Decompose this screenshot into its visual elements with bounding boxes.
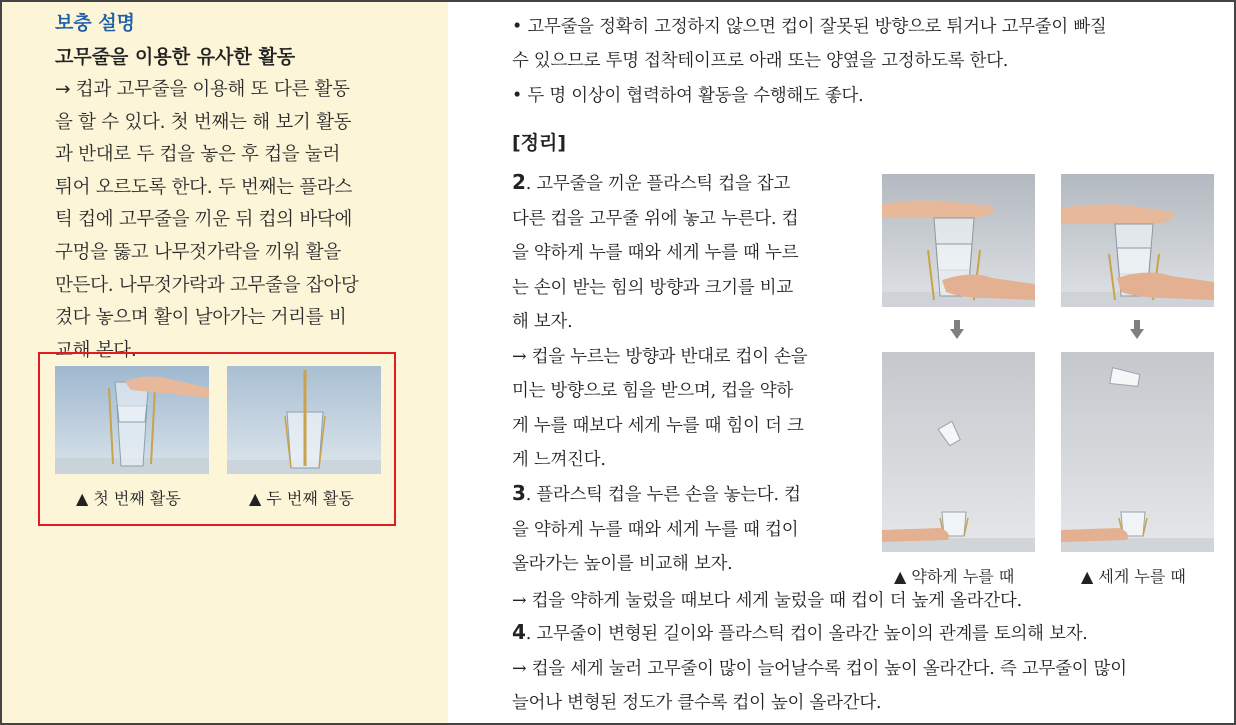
step-2-line: 는 손이 받는 힘의 방향과 크기를 비교 (512, 278, 793, 298)
step-2-answer-line: → 컵을 누르는 방향과 반대로 컵이 손을 (512, 347, 808, 367)
sidebar-subtitle: 고무줄을 이용한 유사한 활동 (55, 46, 296, 68)
step-2-line: 을 약하게 누를 때와 세게 누를 때 누르 (512, 243, 799, 263)
sidebar-line: 구멍을 뚫고 나무젓가락을 끼워 활을 (55, 241, 341, 263)
step-2-number: 2 (512, 170, 526, 194)
step-2-answer-line: 미는 방향으로 힘을 받으며, 컵을 약하 (512, 381, 793, 401)
second-activity-caption: ▲ 두 번째 활동 (249, 489, 354, 508)
second-activity-photo (227, 366, 381, 474)
step-2-line: 해 보자. (512, 312, 573, 332)
sidebar-line: 튀어 오르도록 한다. 두 번째는 플라스 (55, 176, 353, 198)
step-3-text: . 플라스틱 컵을 누른 손을 놓는다. 컵 (525, 485, 801, 505)
strong-press-caption: ▲ 세게 누를 때 (1081, 567, 1186, 586)
sidebar-heading: 보충 설명 (55, 12, 136, 34)
sidebar-line: 과 반대로 두 컵을 놓은 후 컵을 눌러 (55, 144, 341, 166)
step-4-answer-line: 늘어나 변형된 정도가 클수록 컵이 높이 올라간다. (512, 693, 882, 713)
weak-press-hand-photo (882, 174, 1035, 307)
step-3-answer: → 컵을 약하게 눌렀을 때보다 세게 눌렀을 때 컵이 더 높게 올라간다. (512, 591, 1022, 611)
supplementary-sidebar (2, 2, 448, 723)
note-line: • 고무줄을 정확히 고정하지 않으면 컵이 잘못된 방향으로 튀거나 고무줄이 빠질 (512, 17, 1107, 37)
strong-press-flight-photo (1061, 352, 1214, 552)
step-4-answer-line: → 컵을 세게 눌러 고무줄이 많이 늘어날수록 컵이 높이 올라간다. 즉 고무줄이 많이 (512, 659, 1127, 679)
sidebar-body (55, 74, 390, 367)
step-2-answer-line: 게 느껴진다. (512, 450, 606, 470)
sidebar-line: 만든다. 나무젓가락과 고무줄을 잡아당 (55, 274, 359, 296)
step-4-line (512, 619, 1088, 644)
weak-press-flight-photo (882, 352, 1035, 552)
sidebar-line: 겼다 놓으며 활이 날아가는 거리를 비 (55, 307, 347, 329)
step-3-line: 을 약하게 누를 때와 세게 누를 때 컵이 (512, 520, 799, 540)
main-content (448, 2, 1234, 723)
first-activity-caption: ▲ 첫 번째 활동 (76, 489, 181, 508)
step-3-line (512, 480, 801, 505)
sidebar-line: 교해 본다. (55, 339, 137, 361)
step-4-text: . 고무줄이 변형된 길이와 플라스틱 컵이 올라간 높이의 관계를 토의해 보자. (525, 624, 1088, 644)
step-2-line: 다른 컵을 고무줄 위에 놓고 누른다. 컵 (512, 209, 799, 229)
strong-press-hand-photo (1061, 174, 1214, 307)
arrow-down-icon (1130, 320, 1144, 340)
note-line: • 두 명 이상이 협력하여 활동을 수행해도 좋다. (512, 86, 864, 106)
step-4-number: 4 (512, 620, 526, 644)
step-2-line (512, 169, 790, 194)
sidebar-line: 틱 컵에 고무줄을 끼운 뒤 컵의 바닥에 (55, 209, 353, 231)
note-line: 수 있으므로 투명 접착테이프로 아래 또는 양옆을 고정하도록 한다. (512, 51, 1009, 71)
arrow-down-icon (950, 320, 964, 340)
step-3-number: 3 (512, 481, 526, 505)
step-3-line: 올라가는 높이를 비교해 보자. (512, 554, 733, 574)
first-activity-photo (55, 366, 209, 474)
sidebar-line: → 컵과 고무줄을 이용해 또 다른 활동 (55, 79, 350, 100)
step-2-text: . 고무줄을 끼운 플라스틱 컵을 잡고 (525, 174, 791, 194)
weak-press-caption: ▲ 약하게 누를 때 (894, 567, 1015, 586)
summary-title: [정리] (512, 132, 567, 154)
sidebar-line: 을 할 수 있다. 첫 번째는 해 보기 활동 (55, 111, 352, 133)
step-2-answer-line: 게 누를 때보다 세게 누를 때 힘이 더 크 (512, 416, 804, 436)
